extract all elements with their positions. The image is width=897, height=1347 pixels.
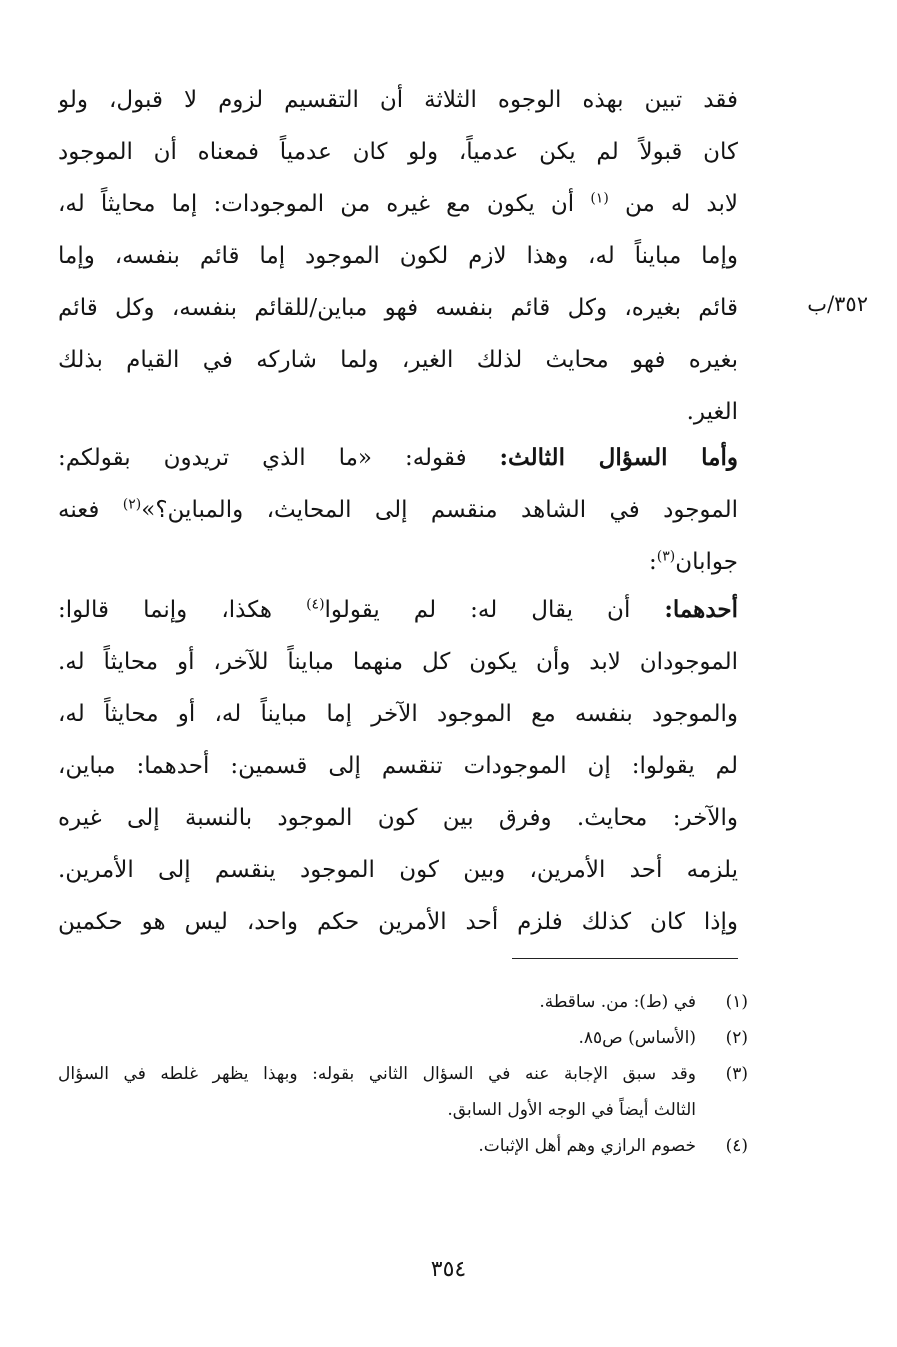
text-fragment: :	[648, 549, 657, 575]
text-fragment: هكذا، وإنما قالوا:	[58, 597, 273, 623]
text-fragment: فعنه	[58, 497, 100, 523]
footnotes	[58, 984, 748, 1164]
footnote-text: (الأساس) ص٨٥.	[578, 1028, 696, 1048]
footnote-ref-1: (١)	[590, 190, 609, 207]
text-line: لم يقولوا: إن الموجودات تنقسم إلى قسمين: أحدهما: مباين،	[58, 753, 738, 779]
page-number: ٣٥٤	[430, 1257, 467, 1282]
footnote-number: (٣)	[725, 1064, 748, 1084]
footnote-ref-4: (٤)	[306, 596, 325, 613]
text-line	[58, 178, 738, 230]
text-line: بغيره فهو محايث لذلك الغير، ولما شاركه في القيام بذلك	[58, 347, 738, 373]
text-line: قائم بغيره، وكل قائم بنفسه فهو مباين/للقائم بنفسه، وكل قائم	[58, 295, 738, 321]
text-fragment: الموجود في الشاهد منقسم إلى المحايث، والمباين؟»	[141, 497, 738, 523]
footnote-1	[58, 984, 748, 1020]
footnote-ref-2: (٢)	[122, 496, 142, 513]
footnote-number: (٤)	[725, 1136, 748, 1156]
text-line: يلزمه أحد الأمرين، وبين كون الموجود ينقسم إلى الأمرين.	[58, 857, 738, 883]
text-line: فقد تبين بهذه الوجوه الثلاثة أن التقسيم لزوم لا قبول، ولو	[58, 87, 738, 113]
section-heading: وأما السؤال الثالث:	[499, 444, 738, 471]
paragraph-2	[58, 432, 738, 588]
text-line: الموجودان لابد وأن يكون كل منهما مبايناً للآخر، أو محايثاً له.	[58, 649, 738, 675]
section-heading: أحدهما:	[664, 596, 738, 623]
footnote-3	[58, 1056, 748, 1128]
text-line	[58, 584, 738, 636]
text-line: كان قبولاً لم يكن عدمياً، ولو كان عدمياً فمعناه أن الموجود	[58, 139, 738, 165]
text-line: والآخر: محايث. وفرق بين كون الموجود بالنسبة إلى غيره	[58, 805, 738, 831]
paragraph-1	[58, 74, 738, 438]
footnote-text: خصوم الرازي وهم أهل الإثبات.	[478, 1136, 696, 1156]
footnote-separator	[512, 958, 738, 959]
footnote-text	[58, 1056, 696, 1128]
footnote-line: وقد سبق الإجابة عنه في السؤال الثاني بقوله: وبهذا يظهر غلطه في السؤال	[58, 1064, 696, 1084]
text-line: والموجود بنفسه مع الموجود الآخر إما مبايناً له، أو محايثاً له،	[58, 701, 738, 727]
text-line: وإذا كان كذلك فلزم أحد الأمرين حكم واحد، ليس هو حكمين	[58, 909, 738, 935]
text-line	[58, 536, 738, 588]
text-fragment: أن يقال له: لم يقولوا	[324, 597, 631, 623]
text-line: الغير.	[686, 399, 738, 425]
footnote-ref-3: (٣)	[656, 548, 676, 565]
footnote-number: (١)	[725, 992, 748, 1012]
footnote-2	[58, 1020, 748, 1056]
text-line	[58, 432, 738, 484]
text-line: وإما مبايناً له، وهذا لازم لكون الموجود إما قائم بنفسه، وإما	[58, 243, 738, 269]
margin-manuscript-reference: ٣٥٢/ب	[807, 292, 868, 316]
text-fragment: أن يكون مع غيره من الموجودات: إما محايثاً له،	[58, 191, 575, 217]
footnote-line: الثالث أيضاً في الوجه الأول السابق.	[447, 1100, 696, 1120]
text-fragment: فقوله: «ما الذي تريدون بقولكم:	[58, 445, 467, 471]
footnote-text: في (ط): من. ساقطة.	[539, 992, 696, 1012]
footnote-4	[58, 1128, 748, 1164]
text-fragment: جوابان	[675, 549, 738, 575]
text-fragment: لابد له من	[624, 191, 738, 217]
footnote-number: (٢)	[725, 1028, 748, 1048]
text-line	[58, 484, 738, 536]
paragraph-3	[58, 584, 738, 948]
